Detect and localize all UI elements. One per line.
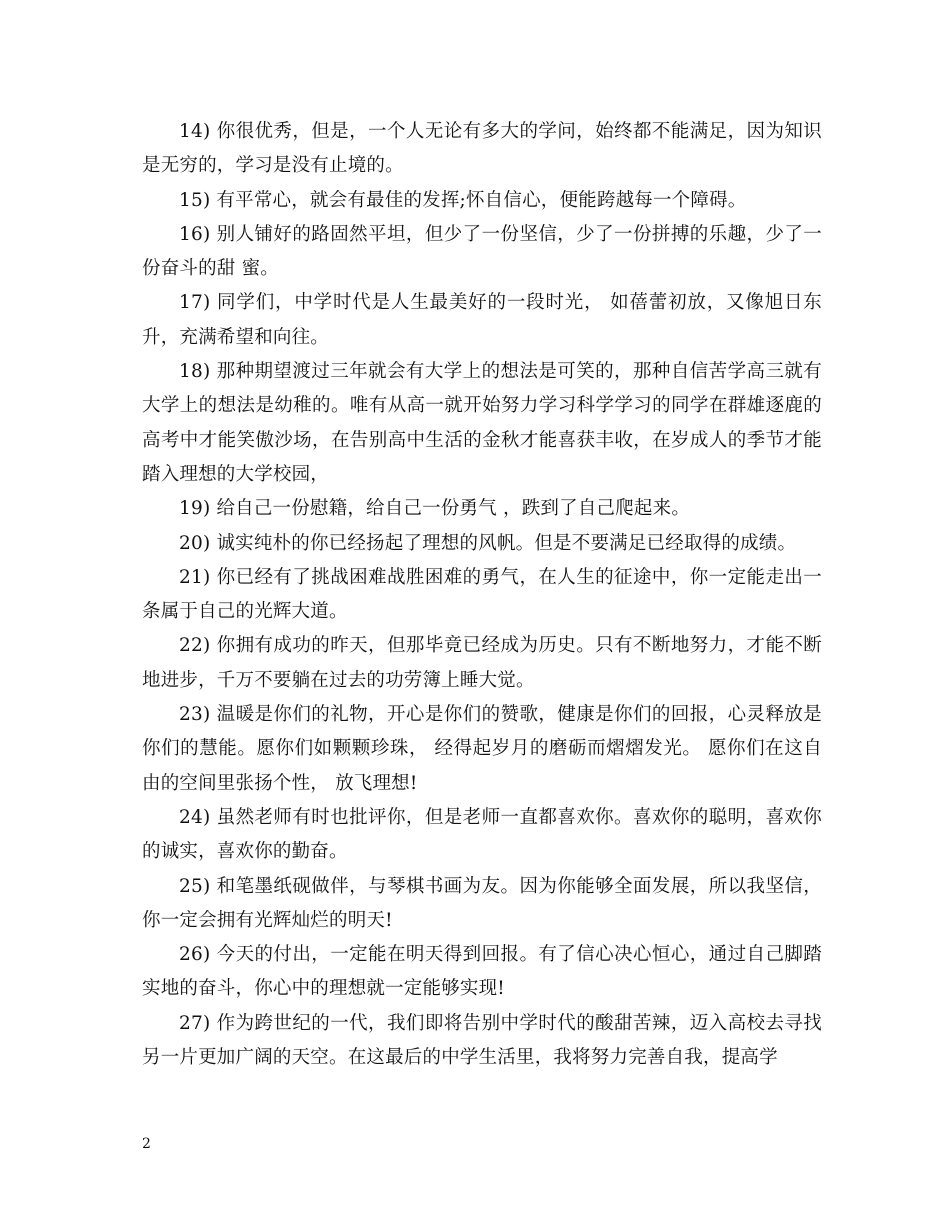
- paragraph-20: 20) 诚实纯朴的你已经扬起了理想的风帆。但是不要满足已经取得的成绩。: [179, 532, 797, 554]
- paragraph-21: 21) 你已经有了挑战困难战胜困难的勇气，在人生的征途中，你一定能走出一条属于自己的光辉大道。: [142, 566, 822, 623]
- paragraph-26: 26) 今天的付出，一定能在明天得到回报。有了信心决心恒心，通过自己脚踏实地的奋斗，你心中的理想就一定能够实现!: [142, 944, 822, 1000]
- paragraph-27: 27) 作为跨世纪的一代，我们即将告别中学时代的酸甜苦辣，迈入高校去寻找另一片更加广阔的天空。在这最后的中学生活里，我将努力完善自我，提高学: [142, 1012, 822, 1069]
- paragraph-24: 24) 虽然老师有时也批评你，但是老师一直都喜欢你。喜欢你的聪明，喜欢你的诚实，喜欢你的勤奋。: [142, 806, 822, 863]
- paragraph-25: 25) 和笔墨纸砚做伴，与琴棋书画为友。因为你能够全面发展，所以我坚信，你一定会拥有光辉灿烂的明天!: [142, 875, 822, 931]
- paragraph-17: 17) 同学们，中学时代是人生最美好的一段时光， 如蓓蕾初放，又像旭日东升，充满希望和向往。: [142, 292, 822, 348]
- paragraph-19: 19) 给自己一份慰籍，给自己一份勇气 ，跌到了自己爬起来。: [179, 498, 691, 520]
- page-number: 2: [142, 1136, 151, 1152]
- paragraph-14: 14) 你很优秀，但是，一个人无论有多大的学问，始终都不能满足，因为知识是无穷的，学习是没有止境的。: [142, 121, 822, 177]
- paragraph-16: 16) 别人铺好的路固然平坦，但少了一份坚信，少了一份拼搏的乐趣，少了一份奋斗的甜 蜜。: [142, 223, 822, 280]
- document-body: [142, 115, 822, 1075]
- paragraph-18: 18) 那种期望渡过三年就会有大学上的想法是可笑的，那种自信苦学高三就有大学上的想法是幼稚的。唯有从高一就开始努力学习科学学习的同学在群雄逐鹿的高考中才能笑傲沙场，在告别高中生活的金秋才能喜获丰收，在岁成人的季节才能踏入理想的大学校园，: [142, 361, 822, 485]
- paragraph-22: 22) 你拥有成功的昨天，但那毕竟已经成为历史。只有不断地努力，才能不断地进步，千万不要躺在过去的功劳簿上睡大觉。: [142, 635, 822, 691]
- paragraph-23: 23) 温暖是你们的礼物，开心是你们的赞歌，健康是你们的回报，心灵释放是你们的慧能。愿你们如颗颗珍珠， 经得起岁月的磨砺而熠熠发光。 愿你们在这自由的空间里张扬个性， 放飞理想!: [142, 704, 822, 794]
- paragraph-15: 15) 有平常心，就会有最佳的发挥;怀自信心，便能跨越每一个障碍。: [179, 189, 747, 211]
